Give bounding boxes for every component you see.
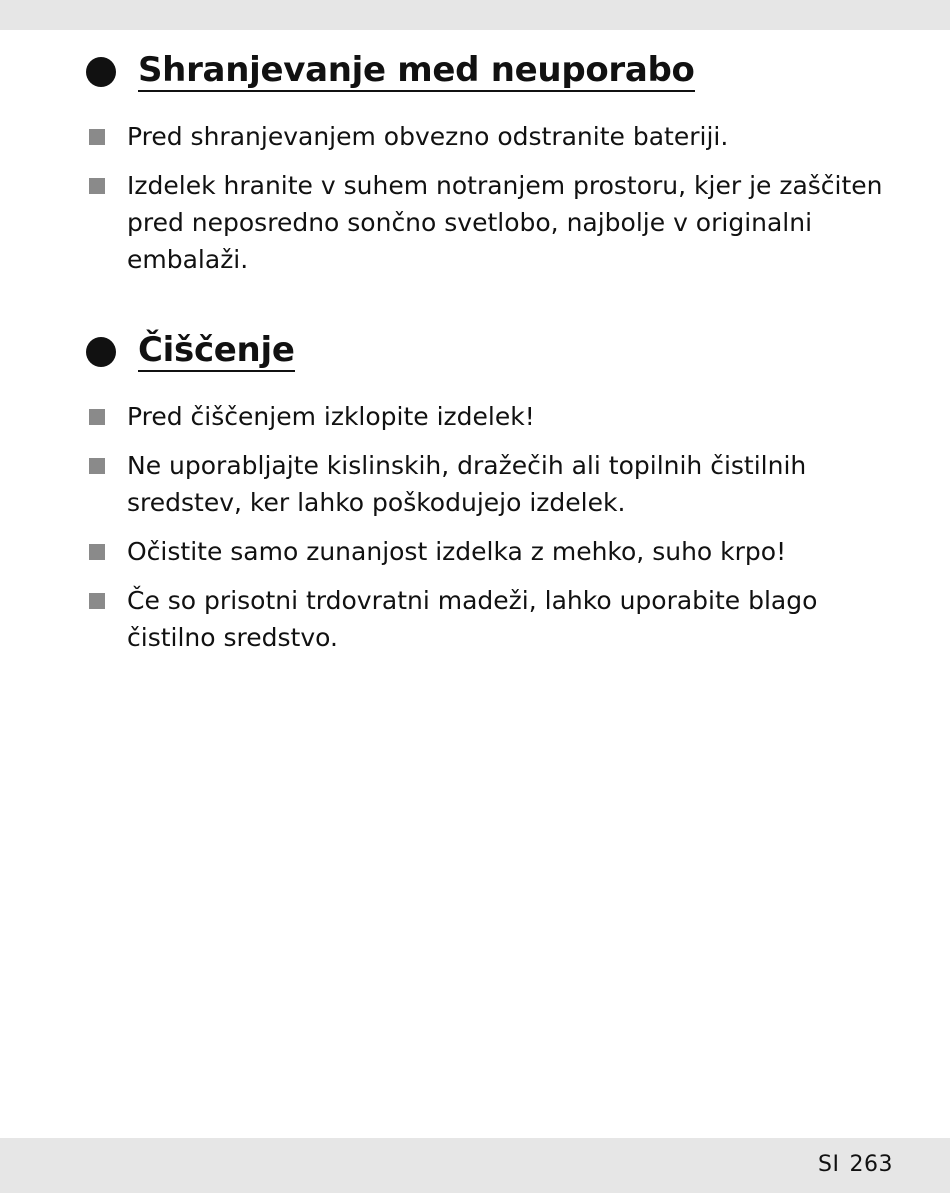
instruction-list (0, 118, 950, 290)
section-title: Shranjevanje med neuporabo (138, 50, 695, 90)
page-footer (818, 1152, 893, 1177)
top-margin-band (0, 0, 950, 30)
list-item (0, 533, 950, 570)
bullet-square-icon (89, 178, 105, 194)
list-item (0, 447, 950, 521)
list-item (0, 118, 950, 155)
bullet-circle-icon (86, 57, 116, 87)
list-item-text: Izdelek hranite v suhem notranjem prostoru, kjer je zaščiten pred neposredno sončno svetlobo, najbolje v originalni embalaži. (127, 171, 883, 274)
bullet-square-icon (89, 129, 105, 145)
bullet-circle-icon (86, 337, 116, 367)
bullet-square-icon (89, 458, 105, 474)
list-item (0, 167, 950, 278)
language-code: SI (818, 1152, 840, 1177)
section-heading (0, 50, 950, 110)
section-storage (0, 50, 950, 274)
list-item-text: Očistite samo zunanjost izdelka z mehko, suho krpo! (127, 537, 787, 566)
instruction-list (0, 398, 950, 668)
bullet-square-icon (89, 593, 105, 609)
bullet-square-icon (89, 409, 105, 425)
section-title: Čiščenje (138, 330, 295, 370)
list-item-text: Pred čiščenjem izklopite izdelek! (127, 402, 535, 431)
bullet-square-icon (89, 544, 105, 560)
list-item (0, 398, 950, 435)
list-item (0, 582, 950, 656)
list-item-text: Pred shranjevanjem obvezno odstranite bateriji. (127, 122, 729, 151)
list-item-text: Če so prisotni trdovratni madeži, lahko uporabite blago čistilno sredstvo. (127, 586, 818, 652)
section-heading (0, 330, 950, 390)
footer-band (0, 1138, 950, 1193)
section-cleaning (0, 330, 950, 652)
page-number: 263 (849, 1152, 893, 1177)
list-item-text: Ne uporabljajte kislinskih, dražečih ali topilnih čistilnih sredstev, ker lahko poškodujejo izdelek. (127, 451, 807, 517)
